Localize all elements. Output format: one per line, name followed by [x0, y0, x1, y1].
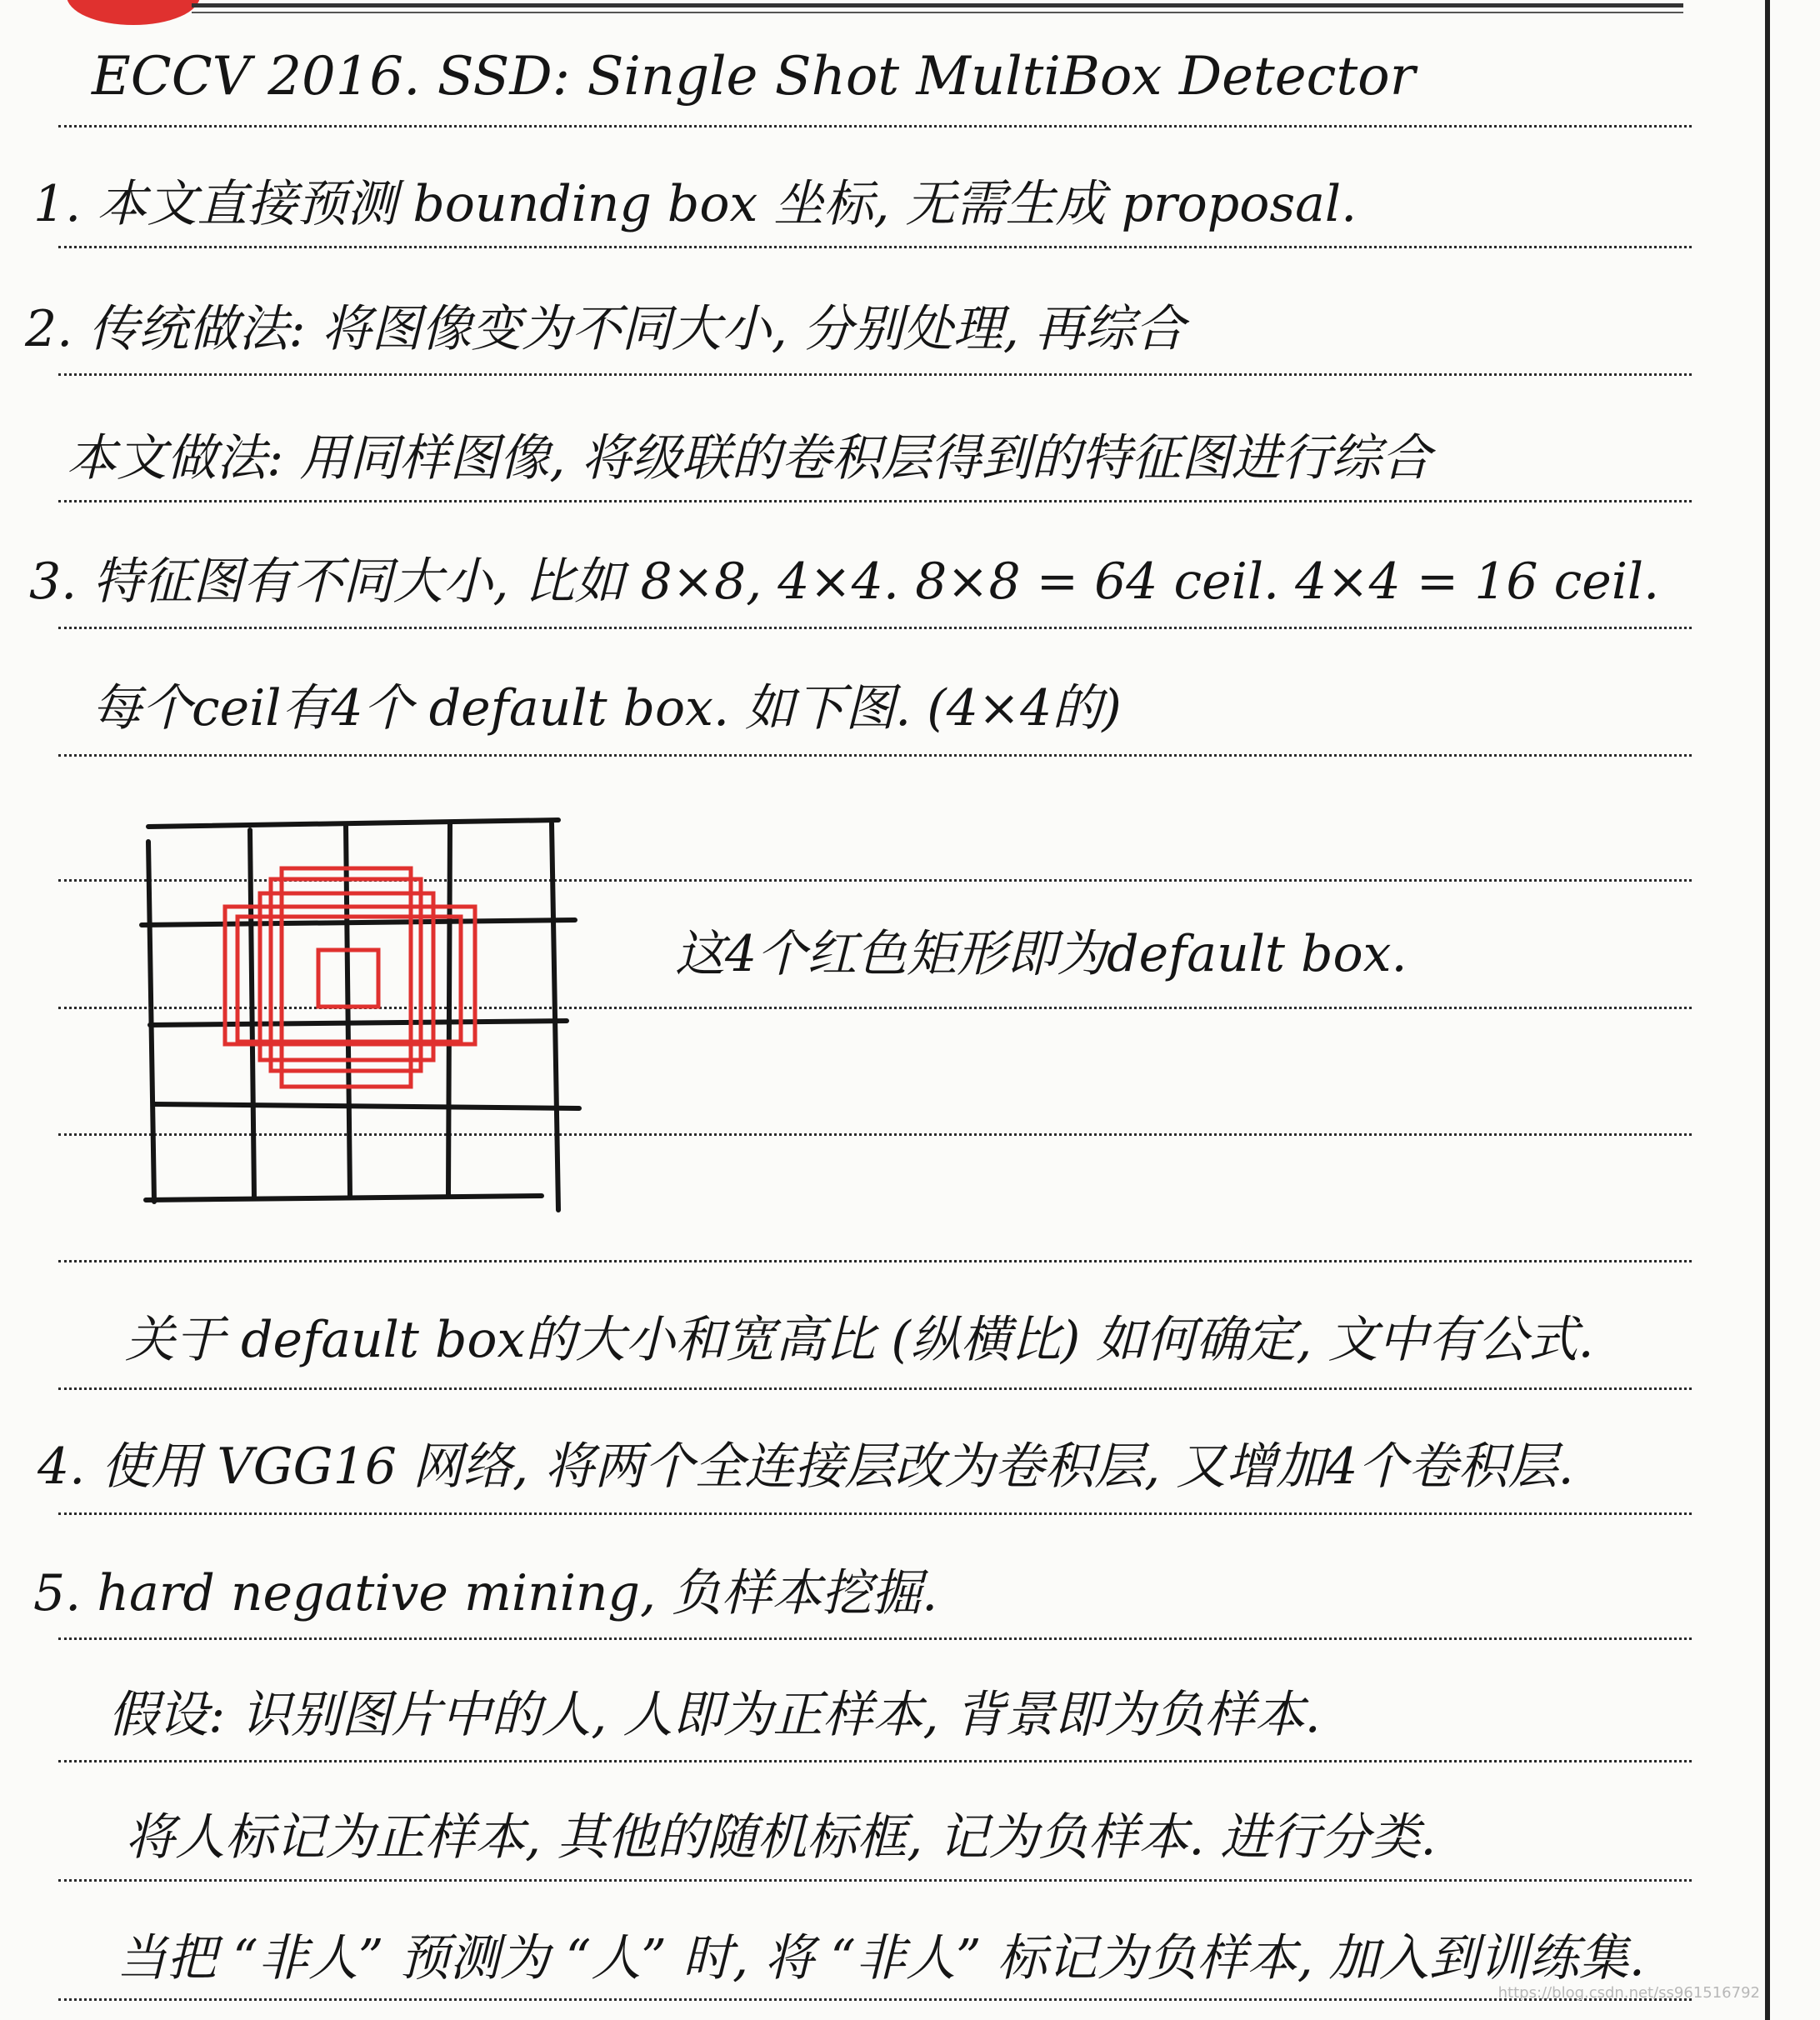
red-marker-blot: [67, 0, 200, 25]
ruled-line: [58, 627, 1692, 629]
grid-line: [448, 823, 450, 1195]
ruled-line: [58, 1512, 1692, 1515]
ruled-line: [58, 1260, 1692, 1262]
top-rule-secondary: [192, 12, 1683, 13]
right-margin-line: [1765, 0, 1770, 2020]
note-line-3: 3. 特征图有不同大小, 比如 8×8, 4×4. 8×8 = 64 ceil. 4×4 = 16 ceil.: [29, 552, 1660, 611]
top-rule: [192, 3, 1683, 8]
ruled-line: [58, 754, 1692, 757]
ruled-line: [58, 1638, 1692, 1640]
note-line-2b: 本文做法: 用同样图像, 将级联的卷积层得到的特征图进行综合: [67, 429, 1432, 488]
grid-line: [148, 820, 558, 827]
grid-line: [146, 1196, 542, 1200]
figure-annotation: 这4个红色矩形即为default box.: [675, 925, 1408, 983]
grid-line: [250, 830, 254, 1198]
ruled-line: [58, 1760, 1692, 1762]
note-line-5c: 当把 “非人” 预测为 “人” 时, 将 “非人” 标记为负样本, 加入到训练集.: [117, 1929, 1645, 1988]
grid-line: [552, 823, 558, 1210]
note-line-5: 5. hard negative mining, 负样本挖掘.: [33, 1564, 938, 1622]
ruled-line: [58, 500, 1692, 502]
ruled-line: [58, 1388, 1692, 1390]
note-line-5a: 假设: 识别图片中的人, 人即为正样本, 背景即为负样本.: [108, 1686, 1321, 1744]
note-line-3b: 每个ceil有4个 default box. 如下图. (4×4的): [92, 679, 1122, 738]
page-title: ECCV 2016. SSD: Single Shot MultiBox Detector: [92, 46, 1416, 108]
note-line-5b: 将人标记为正样本, 其他的随机标框, 记为负样本. 进行分类.: [125, 1808, 1437, 1867]
ruled-line: [58, 1879, 1692, 1882]
note-line-1: 1. 本文直接预测 bounding box 坐标, 无需生成 proposal.: [33, 175, 1358, 233]
ruled-line: [58, 246, 1692, 248]
note-line-2: 2. 传统做法: 将图像变为不同大小, 分别处理, 再综合: [25, 300, 1185, 358]
default-box-figure: [125, 800, 592, 1217]
grid-line: [142, 920, 575, 925]
note-line-4: 4. 使用 VGG16 网络, 将两个全连接层改为卷积层, 又增加4个卷积层.: [38, 1438, 1574, 1496]
grid-line: [150, 1021, 567, 1025]
grid-line: [154, 1104, 579, 1108]
ruled-line: [58, 125, 1692, 128]
grid-line: [148, 842, 154, 1202]
ruled-line: [58, 373, 1692, 376]
watermark: https://blog.csdn.net/ss961516792: [1498, 1984, 1760, 2002]
note-line-3c: 关于 default box的大小和宽高比 (纵横比) 如何确定, 文中有公式.: [125, 1311, 1594, 1369]
ruled-line: [58, 1998, 1692, 2001]
